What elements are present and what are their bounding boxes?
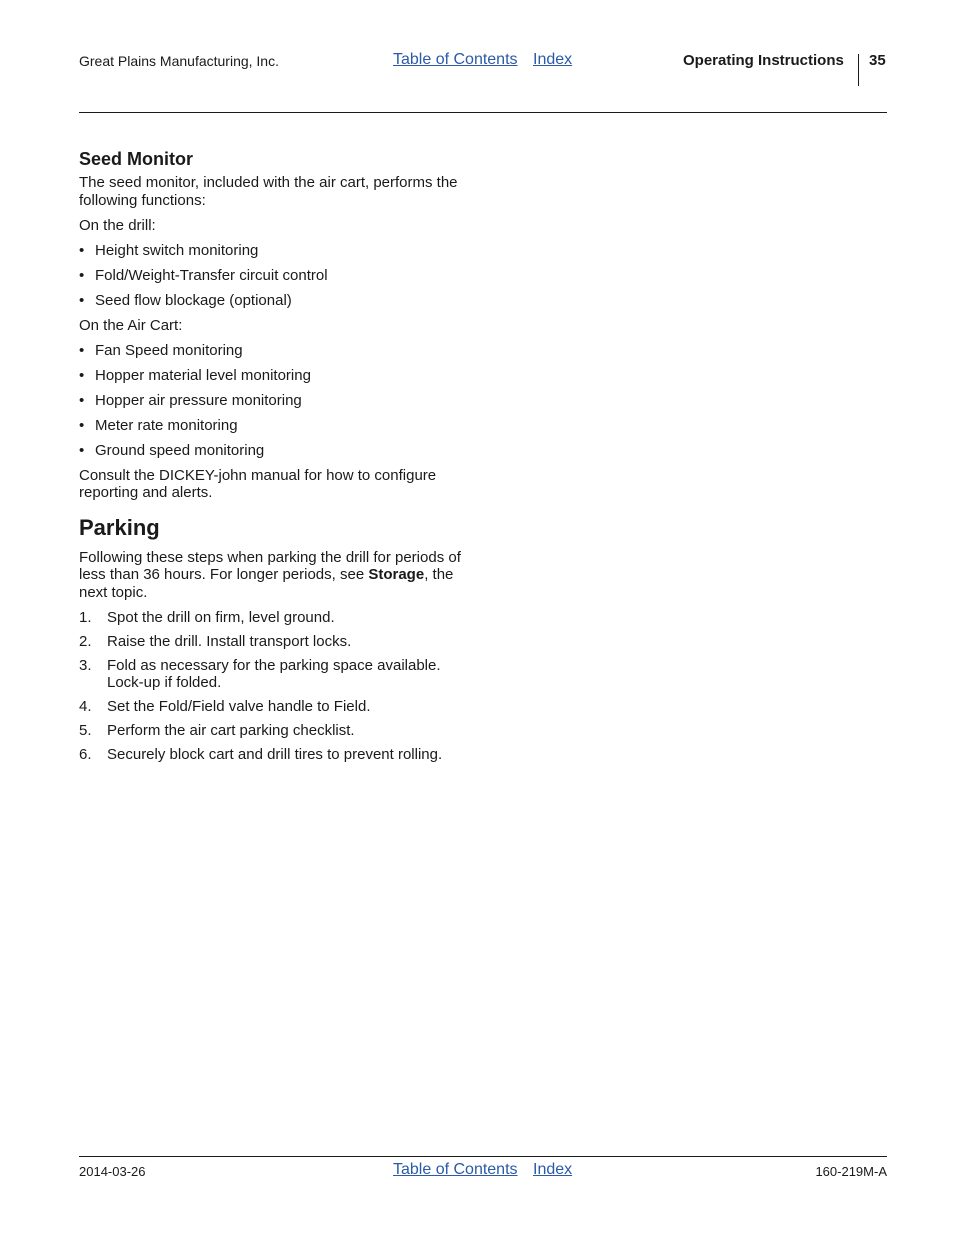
list-item-text: Hopper air pressure monitoring <box>95 391 302 409</box>
seed-monitor-intro: The seed monitor, included with the air cart, performs the following functions: <box>79 174 458 209</box>
list-item <box>79 442 474 460</box>
step-text: Set the Fold/Field valve handle to Field. <box>107 698 371 715</box>
header-toc-link[interactable]: Table of Contents <box>393 51 518 68</box>
list-item-text: Height switch monitoring <box>95 241 259 259</box>
list-item-text: Seed flow blockage (optional) <box>95 291 292 309</box>
step-item <box>79 657 474 692</box>
step-number: 3. <box>79 656 92 674</box>
step-item <box>79 633 474 651</box>
drill-label: On the drill: <box>79 216 156 234</box>
storage-reference: Storage <box>368 566 425 583</box>
list-item-text: Fan Speed monitoring <box>95 341 243 359</box>
bullet-icon: • <box>79 266 85 284</box>
list-item-text: Hopper material level monitoring <box>95 366 311 384</box>
step-text: Fold as necessary for the parking space available. Lock-up if folded. <box>107 656 441 691</box>
parking-intro-tail: , the next topic. <box>79 566 454 601</box>
step-item <box>79 698 474 716</box>
bullet-icon: • <box>79 366 85 384</box>
list-item-text: Ground speed monitoring <box>95 441 265 459</box>
list-item <box>79 342 474 360</box>
list-item <box>79 417 474 435</box>
parking-intro-text: Following these steps when parking the drill for periods of less than 36 hours. For longer periods, see <box>79 548 461 583</box>
step-item <box>79 746 474 764</box>
footer-toc-link[interactable]: Table of Contents <box>393 1161 518 1178</box>
list-item-text: Meter rate monitoring <box>95 416 238 434</box>
list-item <box>79 367 474 385</box>
cart-label: On the Air Cart: <box>79 316 183 334</box>
parking-heading: Parking <box>79 514 160 540</box>
consult-note: Consult the DICKEY-john manual for how to configure reporting and alerts. <box>79 466 437 501</box>
list-item <box>79 292 474 310</box>
step-number: 1. <box>79 608 92 626</box>
bullet-icon: • <box>79 416 85 434</box>
footer-rule <box>79 1156 887 1157</box>
seed-monitor-heading: Seed Monitor <box>79 149 194 169</box>
header-index-link[interactable]: Index <box>533 51 573 68</box>
footer-index-link[interactable]: Index <box>533 1161 573 1178</box>
step-text: Spot the drill on firm, level ground. <box>107 608 335 626</box>
content-column <box>79 148 474 770</box>
step-text: Perform the air cart parking checklist. <box>107 722 355 739</box>
bullet-icon: • <box>79 241 85 259</box>
header-divider <box>858 54 859 86</box>
step-number: 6. <box>79 746 92 763</box>
list-item <box>79 267 474 285</box>
list-item <box>79 242 474 260</box>
header-rule <box>79 112 887 113</box>
bullet-icon: • <box>79 391 85 409</box>
bullet-icon: • <box>79 291 85 309</box>
step-text: Securely block cart and drill tires to prevent rolling. <box>107 746 443 763</box>
company-name: Great Plains Manufacturing, Inc. <box>79 53 279 69</box>
step-item <box>79 722 474 740</box>
list-item <box>79 392 474 410</box>
document-number: 160-219M-A <box>815 1164 887 1179</box>
list-item-text: Fold/Weight-Transfer circuit control <box>95 266 328 284</box>
section-title: Operating Instructions <box>683 52 844 69</box>
footer-date: 2014-03-26 <box>79 1164 146 1179</box>
bullet-icon: • <box>79 441 85 459</box>
bullet-icon: • <box>79 341 85 359</box>
page-number: 35 <box>869 52 886 69</box>
parking-intro <box>79 549 474 602</box>
step-item <box>79 609 474 627</box>
step-number: 4. <box>79 698 92 715</box>
step-number: 2. <box>79 632 92 650</box>
step-text: Raise the drill. Install transport locks. <box>107 632 352 650</box>
step-number: 5. <box>79 722 92 739</box>
